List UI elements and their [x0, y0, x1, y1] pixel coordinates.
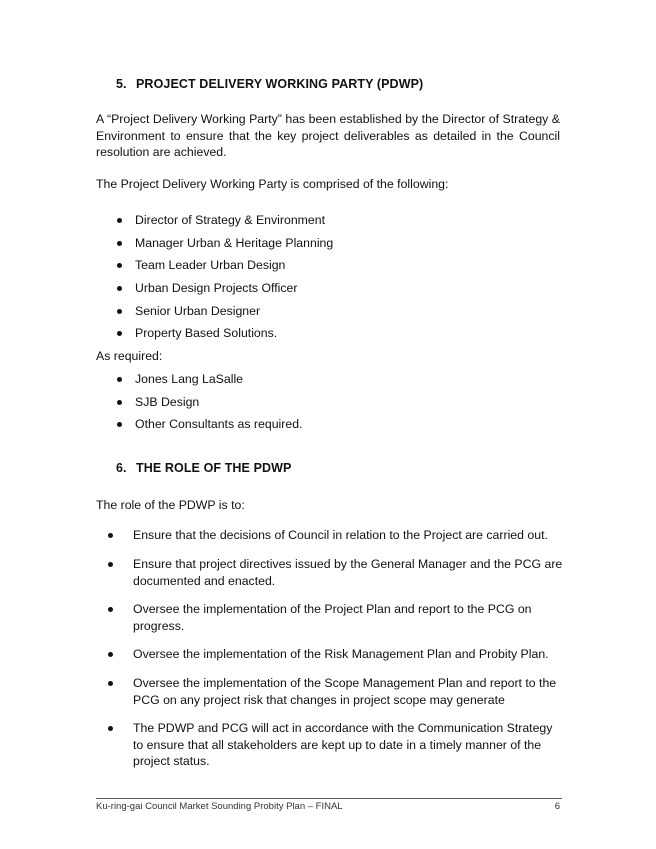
role-text: The PDWP and PCG will act in accordance with the Communication Strategy to ensure that all stakeholders are kept up to date in a timely manner of the project status. [133, 721, 553, 768]
section-6-intro: The role of the PDWP is to: [96, 498, 245, 512]
member-label: Property Based Solutions. [135, 326, 278, 341]
role-text: Ensure that project directives issued by the General Manager and the PCG are documented and enacted. [133, 557, 563, 588]
section-6-heading [116, 461, 291, 475]
list-item [96, 280, 333, 303]
bullet-icon [108, 562, 113, 567]
footer-document-title: Ku-ring-gai Council Market Sounding Probity Plan – FINAL [96, 801, 343, 812]
bullet-icon [117, 331, 122, 336]
as-required-label: As required: [96, 349, 163, 363]
bullet-icon [117, 377, 122, 382]
member-label: Team Leader Urban Design [135, 258, 286, 273]
section-5-members-intro: The Project Delivery Working Party is comprised of the following: [96, 177, 449, 191]
list-item [96, 416, 302, 439]
members-list [96, 212, 333, 348]
list-item [96, 675, 566, 708]
list-item [96, 235, 333, 258]
list-item [96, 601, 566, 634]
bullet-icon [108, 652, 113, 657]
list-item [96, 371, 302, 394]
list-item [96, 556, 566, 589]
member-label: Manager Urban & Heritage Planning [135, 235, 334, 250]
bullet-icon [117, 309, 122, 314]
section-5-title: PROJECT DELIVERY WORKING PARTY (PDWP) [136, 77, 424, 91]
member-label: Urban Design Projects Officer [135, 281, 298, 296]
section-6-number: 6. [116, 461, 127, 475]
list-item [96, 646, 566, 663]
bullet-icon [117, 263, 122, 268]
bullet-icon [117, 286, 122, 291]
role-text: Ensure that the decisions of Council in relation to the Project are carried out. [133, 528, 548, 542]
footer-page-number: 6 [554, 801, 560, 812]
list-item [96, 720, 566, 770]
bullet-icon [117, 218, 122, 223]
bullet-icon [108, 533, 113, 538]
consultant-label: SJB Design [135, 394, 200, 409]
consultant-label: Other Consultants as required. [135, 417, 303, 432]
section-5-number: 5. [116, 77, 127, 91]
as-required-list [96, 371, 302, 439]
role-text: Oversee the implementation of the Scope Management Plan and report to the PCG on any project risk that changes in project scope may generate [133, 676, 557, 707]
list-item [96, 394, 302, 417]
section-5-intro-paragraph: A “Project Delivery Working Party” has been established by the Director of Strategy & Environment to ensure that the key project deliverables as detailed in the Council resolution are achieved. [96, 112, 560, 159]
list-item [96, 303, 333, 326]
bullet-icon [117, 241, 122, 246]
bullet-icon [108, 681, 113, 686]
list-item [96, 257, 333, 280]
bullet-icon [108, 726, 113, 731]
role-text: Oversee the implementation of the Risk Management Plan and Probity Plan. [133, 647, 549, 661]
member-label: Director of Strategy & Environment [135, 213, 325, 227]
role-text: Oversee the implementation of the Project Plan and report to the PCG on progress. [133, 602, 532, 633]
member-label: Senior Urban Designer [135, 303, 261, 318]
bullet-icon [117, 422, 122, 427]
list-item [96, 325, 333, 348]
bullet-icon [117, 400, 122, 405]
list-item [96, 212, 333, 235]
bullet-icon [108, 607, 113, 612]
list-item [96, 527, 566, 544]
footer-divider [96, 798, 562, 799]
section-5-heading [116, 77, 423, 91]
section-6-title: THE ROLE OF THE PDWP [136, 461, 292, 475]
consultant-label: Jones Lang LaSalle [135, 372, 244, 386]
